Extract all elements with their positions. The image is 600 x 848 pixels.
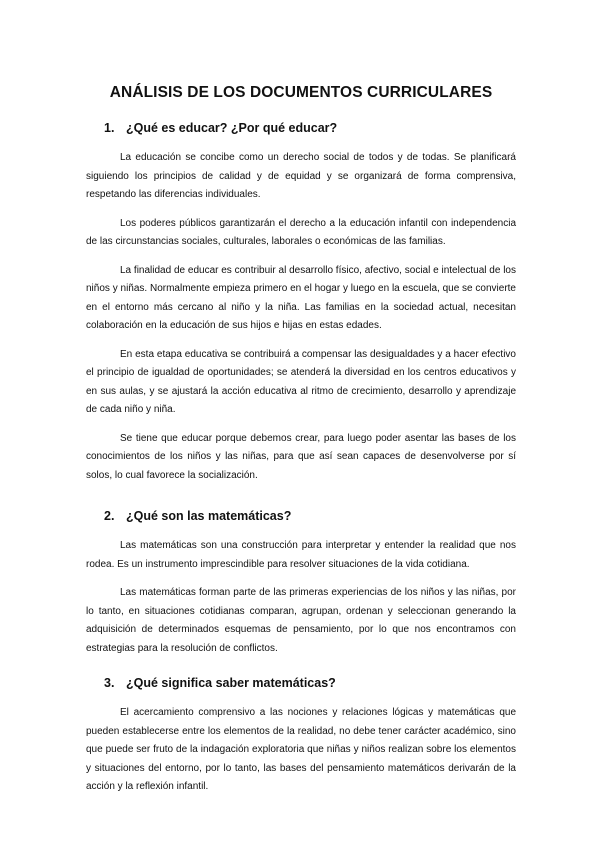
section-que-son-matematicas (86, 509, 516, 658)
section-que-es-educar (86, 121, 516, 485)
section-heading (86, 121, 516, 135)
paragraph: Las matemáticas son una construcción para interpretar y entender la realidad que nos rodea. Es un instrumento imprescindible para resolver situaciones de la vida cotidiana. (86, 540, 516, 570)
document-title: ANÁLISIS DE LOS DOCUMENTOS CURRICULARES (109, 84, 493, 101)
section-heading (86, 676, 516, 690)
section-saber-matematicas (86, 676, 516, 797)
document-page (86, 84, 516, 815)
section-number: 2. (104, 509, 115, 523)
paragraph: La educación se concibe como un derecho social de todos y de todas. Se planificará siguiendo los principios de calidad y de equidad y se organizará de forma comprensiva, respetando las diferencias individuales. (86, 152, 516, 200)
paragraph: Las matemáticas forman parte de las primeras experiencias de los niños y las niñas, por lo tanto, en situaciones cotidianas comparan, agrupan, ordenan y seleccionan generando la adquisición de determinados esquemas de pensamiento, por lo que nos encontramos con estrategias para la resolución de conflictos. (86, 587, 516, 654)
section-number: 1. (104, 121, 115, 135)
section-number: 3. (104, 676, 115, 690)
paragraph: El acercamiento comprensivo a las nociones y relaciones lógicas y matemáticas que pueden establecerse entre los elementos de la realidad, no debe tener carácter académico, sino que puede ser fruto de la indagación exploratoria que niñas y niños realizan sobre los elementos y situaciones del entorno, por lo tanto, las bases del pensamiento matemáticos derivarán de la acción y la reflexión infantil. (86, 707, 516, 792)
paragraph: Los poderes públicos garantizarán el derecho a la educación infantil con independencia de las circunstancias sociales, culturales, laborales o económicas de las familias. (86, 217, 516, 247)
section-heading (86, 509, 516, 523)
section-title: ¿Qué es educar? ¿Por qué educar? (126, 121, 338, 135)
section-title: ¿Qué significa saber matemáticas? (126, 676, 336, 690)
paragraph: En esta etapa educativa se contribuirá a compensar las desigualdades y a hacer efectivo el principio de igualdad de oportunidades; se atenderá la diversidad en los centros educativos y en sus aulas, y se ajustará la acción educativa al ritmo de crecimiento, desarrollo y aprendizaje de cada niño y niña. (86, 348, 516, 415)
paragraph: Se tiene que educar porque debemos crear, para luego poder asentar las bases de los conocimientos de los niños y las niñas, para que así sean capaces de desenvolverse por sí solos, lo cual favorece la socialización. (86, 432, 516, 481)
section-title: ¿Qué son las matemáticas? (126, 509, 292, 523)
paragraph: La finalidad de educar es contribuir al desarrollo físico, afectivo, social e intelectual de los niños y niñas. Normalmente empieza primero en el hogar y luego en la escuela, que se convierte en el entorno más cercano al niño y la niña. Las familias en la sociedad actual, necesitan colaboración en la educación de sus hijos e hijas en estas edades. (86, 264, 516, 331)
